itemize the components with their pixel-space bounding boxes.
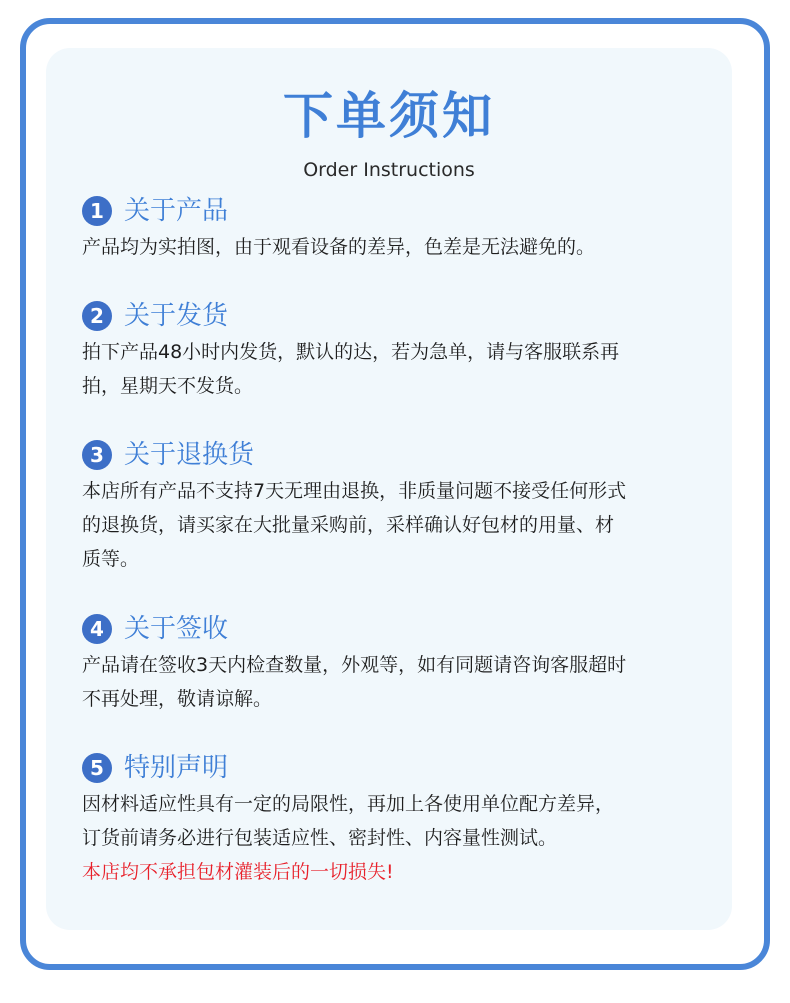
section-body [82, 474, 722, 576]
number-badge-icon: 4 [82, 614, 112, 644]
section-header [82, 194, 722, 228]
section-body [82, 648, 722, 716]
section-title: 关于签收 [124, 614, 229, 644]
section-text: 产品请在签收3天内检查数量，外观等，如有同题请咨询客服超时 [82, 654, 627, 676]
number-badge-icon: 2 [82, 301, 112, 331]
section-text: 拍下产品48小时内发货，默认的达，若为急单，请与客服联系再 [82, 341, 620, 363]
section-header [82, 438, 722, 472]
section-header [82, 299, 722, 333]
section-header [82, 612, 722, 646]
page-title: 下单须知 [283, 87, 495, 145]
section-text: 质等。 [82, 548, 140, 570]
section-header [82, 751, 722, 785]
section-text: 的退换货，请买家在大批量采购前，采样确认好包材的用量、材 [82, 514, 615, 536]
number-badge-icon: 5 [82, 753, 112, 783]
number-badge-icon: 1 [82, 196, 112, 226]
section-text: 因材料适应性具有一定的局限性，再加上各使用单位配方差异， [82, 793, 615, 815]
section-receipt [82, 612, 722, 716]
section-text: 订货前请务必进行包装适应性、密封性、内容量性测试。 [82, 827, 558, 849]
section-text: 不再处理，敬请谅解。 [82, 688, 273, 710]
section-body [82, 230, 722, 264]
section-text: 产品均为实拍图，由于观看设备的差异，色差是无法避免的。 [82, 236, 596, 258]
instructions-panel [46, 48, 732, 930]
section-statement [82, 751, 722, 889]
section-shipping [82, 299, 722, 403]
number-badge-icon: 3 [82, 440, 112, 470]
section-body [82, 335, 722, 403]
section-title: 特别声明 [124, 753, 229, 783]
warning-text: 本店均不承担包材灌装后的一切损失! [82, 861, 394, 883]
section-products [82, 194, 722, 264]
section-body [82, 787, 722, 889]
section-title: 关于发货 [124, 301, 229, 331]
section-text: 本店所有产品不支持7天无理由退换，非质量问题不接受任何形式 [82, 480, 627, 502]
section-title: 关于退换货 [124, 440, 255, 470]
section-title: 关于产品 [124, 196, 229, 226]
section-returns [82, 438, 722, 576]
page-subtitle: Order Instructions [303, 159, 475, 181]
section-text: 拍，星期天不发货。 [82, 375, 254, 397]
